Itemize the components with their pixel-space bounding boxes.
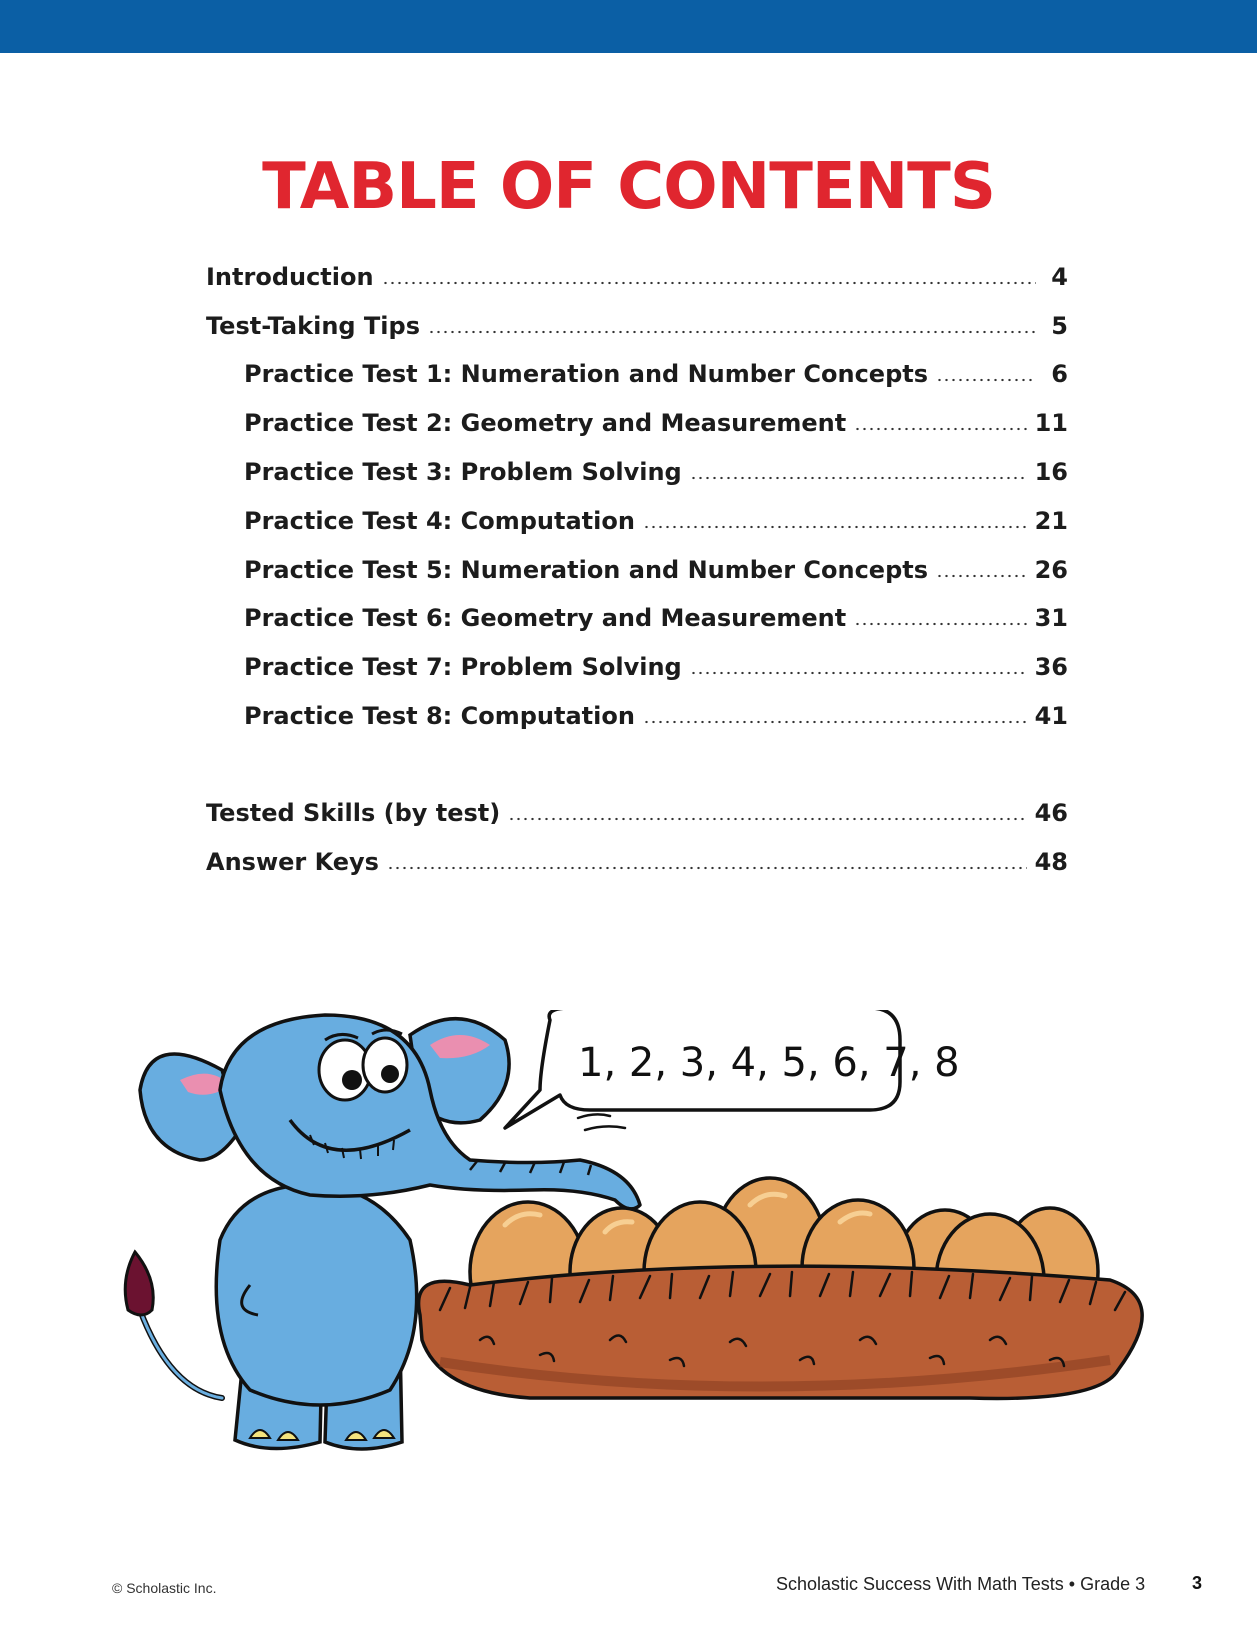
toc-entry-answer-keys[interactable]	[206, 848, 1068, 876]
toc-entry-label: Introduction	[206, 263, 374, 291]
toc-entry-page: 4	[1051, 263, 1068, 291]
toc-entry-page: 6	[1051, 360, 1068, 388]
toc-entry-page: 48	[1034, 848, 1068, 876]
toc-entry-page: 46	[1034, 799, 1068, 827]
toc-entry-label: Practice Test 1: Numeration and Number Concepts	[244, 360, 929, 388]
toc-entry-practice-test-4[interactable]	[244, 507, 1068, 535]
toc-entry-label: Tested Skills (by test)	[206, 799, 501, 827]
toc-entry-page: 31	[1034, 604, 1068, 632]
toc-entry-label: Answer Keys	[206, 848, 379, 876]
nest-icon	[419, 1266, 1143, 1398]
toc-leader-dots	[690, 476, 1027, 480]
toc-entry-page: 41	[1034, 702, 1068, 730]
page-title: TABLE OF CONTENTS	[262, 150, 995, 224]
toc-leader-dots	[936, 378, 1036, 382]
toc-entry-tested-skills[interactable]	[206, 799, 1068, 827]
toc-entry-label: Practice Test 4: Computation	[244, 507, 635, 535]
toc-entry-test-taking-tips[interactable]	[206, 312, 1068, 340]
toc-leader-dots	[854, 622, 1026, 626]
speech-bubble-icon	[505, 1010, 960, 1130]
toc-leader-dots	[854, 427, 1026, 431]
book-title-footer: Scholastic Success With Math Tests • Grade 3	[776, 1574, 1146, 1594]
toc-leader-dots	[643, 525, 1027, 529]
toc-leader-dots	[508, 817, 1026, 821]
toc-entry-introduction[interactable]	[206, 263, 1068, 291]
toc-leader-dots	[428, 330, 1036, 334]
copyright-text: © Scholastic Inc.	[112, 1580, 217, 1596]
toc-entry-practice-test-6[interactable]	[244, 604, 1068, 632]
toc-entry-page: 11	[1034, 409, 1068, 437]
toc-entry-label: Practice Test 2: Geometry and Measurement	[244, 409, 847, 437]
toc-leader-dots	[690, 671, 1027, 675]
toc-entry-practice-test-1[interactable]	[244, 360, 1068, 388]
speech-bubble-text: 1, 2, 3, 4, 5, 6, 7, 8	[578, 1040, 960, 1086]
toc-leader-dots	[643, 720, 1027, 724]
toc-entry-page: 5	[1051, 312, 1068, 340]
toc-entry-label: Practice Test 8: Computation	[244, 702, 635, 730]
toc-leader-dots	[936, 574, 1027, 578]
toc-entry-page: 16	[1034, 458, 1068, 486]
toc-entry-label: Practice Test 7: Problem Solving	[244, 653, 682, 681]
toc-entry-practice-test-2[interactable]	[244, 409, 1068, 437]
toc-entry-label: Practice Test 5: Numeration and Number Concepts	[244, 556, 929, 584]
toc-entry-practice-test-7[interactable]	[244, 653, 1068, 681]
toc-entry-label: Practice Test 3: Problem Solving	[244, 458, 682, 486]
toc-entry-page: 26	[1034, 556, 1068, 584]
toc-leader-dots	[382, 281, 1036, 285]
toc-entry-practice-test-8[interactable]	[244, 702, 1068, 730]
page-number: 3	[1192, 1573, 1203, 1593]
toc-entry-practice-test-5[interactable]	[244, 556, 1068, 584]
toc-entry-practice-test-3[interactable]	[244, 458, 1068, 486]
toc-entry-label: Practice Test 6: Geometry and Measurement	[244, 604, 847, 632]
header-bar	[0, 0, 1257, 53]
elephant-nest-illustration	[110, 1010, 1170, 1470]
toc-leader-dots	[387, 866, 1027, 870]
toc-entry-page: 21	[1034, 507, 1068, 535]
toc-entry-page: 36	[1034, 653, 1068, 681]
toc-entry-label: Test-Taking Tips	[206, 312, 420, 340]
